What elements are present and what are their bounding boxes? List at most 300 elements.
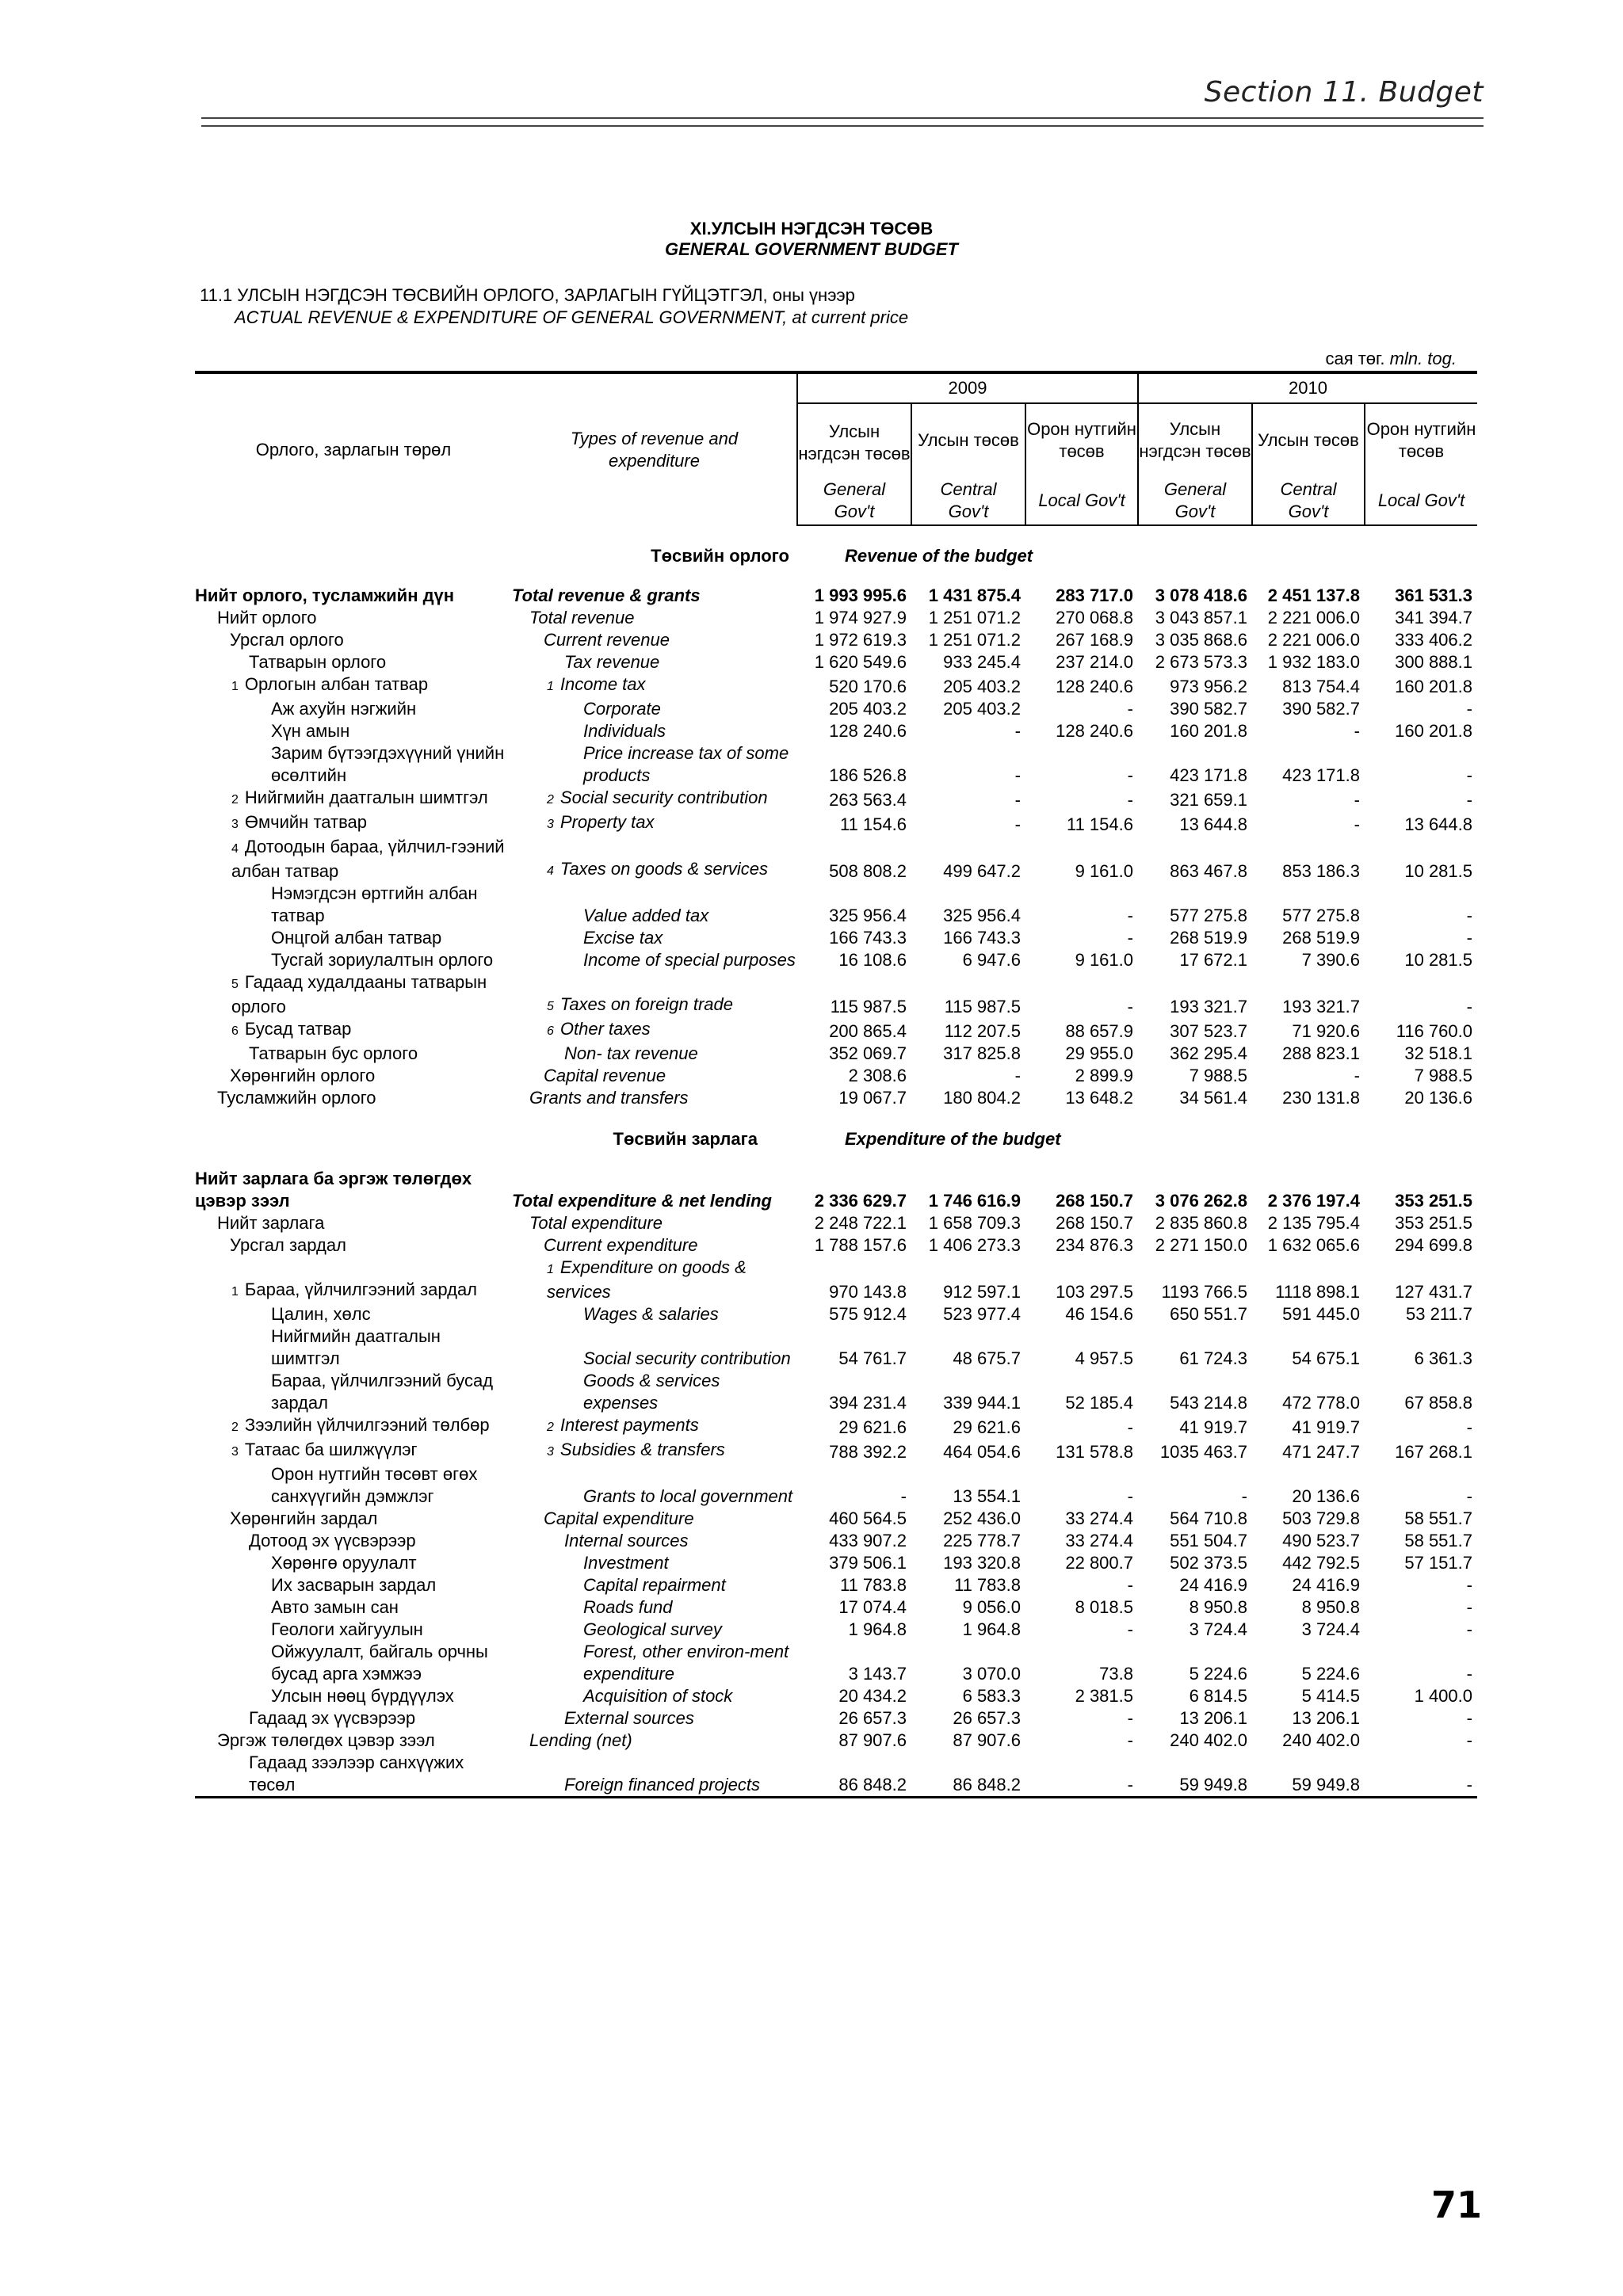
row-label-mn-text: Хөрөнгө оруулалт — [271, 1553, 417, 1573]
cell-value: 6 814.5 — [1189, 1686, 1247, 1706]
cell-value: 11 154.6 — [839, 814, 907, 834]
row-label-en-text: Value added tax — [583, 906, 709, 925]
row-label-mn-text: Татварын бус орлого — [249, 1043, 418, 1063]
table-row — [195, 1087, 1477, 1109]
table-row — [195, 629, 1477, 651]
col-local-mn: Орон нутгийн төсөв — [1365, 403, 1477, 477]
table-row — [195, 1168, 1477, 1212]
cell-value: 502 373.5 — [1170, 1553, 1247, 1573]
cell-value: 41 919.7 — [1292, 1417, 1360, 1437]
cell-value: - — [1127, 1575, 1133, 1595]
cell-value: 166 743.3 — [943, 928, 1021, 948]
row-label-en — [512, 1619, 797, 1641]
page-number: 71 — [1430, 2183, 1482, 2226]
cell-value: 379 506.1 — [829, 1553, 907, 1573]
row-label-mn — [195, 1439, 512, 1463]
row-label-mn-text: Авто замын сан — [271, 1597, 399, 1617]
header-row — [195, 372, 1477, 403]
cell-value: 29 955.0 — [1065, 1043, 1133, 1063]
row-label-en-text: Total expenditure & net lending — [512, 1191, 772, 1211]
col-central-en: Central Gov't — [911, 477, 1025, 525]
row-label-en — [512, 949, 797, 971]
row-label-en — [512, 836, 797, 883]
row-label-en-text: Current expenditure — [544, 1235, 698, 1255]
cell-value: 103 297.5 — [1056, 1282, 1133, 1302]
cell-value: - — [1127, 765, 1133, 785]
cell-value: 87 907.6 — [838, 1730, 907, 1750]
cell-value: 3 143.7 — [848, 1664, 907, 1684]
cell-value: 268 519.9 — [1170, 928, 1247, 948]
section-expenditure-en: Expenditure of the budget — [845, 1129, 1061, 1149]
budget-table — [195, 371, 1477, 1798]
cell-value: 4 957.5 — [1075, 1348, 1133, 1368]
cell-value: 54 761.7 — [838, 1348, 907, 1368]
row-label-en-text: Expenditure on goods & services — [547, 1257, 747, 1302]
cell-value: 127 431.7 — [1395, 1282, 1472, 1302]
cell-value: 2 336 629.7 — [814, 1191, 907, 1211]
row-label-mn — [195, 1574, 512, 1596]
row-label-en — [512, 811, 797, 836]
row-label-mn — [195, 883, 512, 927]
row-label-en-text: Property tax — [559, 812, 655, 832]
row-label-mn-text: Бараа, үйлчилгээний бусад зардал — [271, 1371, 494, 1413]
section-heading — [195, 1109, 1477, 1168]
cell-value: - — [1014, 765, 1021, 785]
row-label-mn-text: Дотоодын бараа, үйлчил-гээний албан татвар — [231, 837, 505, 881]
cell-value: - — [1127, 790, 1133, 810]
cell-value: 1 251 071.2 — [928, 630, 1021, 650]
row-label-en-text: Foreign financed projects — [564, 1775, 761, 1794]
table-row — [195, 1018, 1477, 1043]
row-label-en-text: Lending (net) — [529, 1730, 632, 1750]
row-label-en — [512, 1463, 797, 1508]
row-number: 5 — [547, 1000, 554, 1013]
cell-value: 19 067.7 — [838, 1088, 907, 1108]
row-label-mn-text: Нийт зарлага — [217, 1213, 325, 1233]
row-label-mn-text: Цалин, хөлс — [271, 1304, 371, 1324]
row-label-mn — [195, 1685, 512, 1707]
table-row — [195, 949, 1477, 971]
row-label-mn-text: Өмчийн татвар — [244, 812, 368, 832]
cell-value: 1118 898.1 — [1275, 1282, 1360, 1302]
row-label-en — [512, 787, 797, 811]
cell-value: 58 551.7 — [1404, 1508, 1472, 1528]
cell-value: - — [1127, 699, 1133, 719]
row-label-en — [512, 1552, 797, 1574]
cell-value: 26 657.3 — [838, 1708, 907, 1728]
row-label-en-text: Social security contribution — [583, 1348, 791, 1368]
cell-value: 1 788 157.6 — [814, 1235, 907, 1255]
cell-value: 1 974 927.9 — [814, 608, 907, 627]
year-2010: 2010 — [1138, 372, 1477, 403]
row-label-mn — [195, 1414, 512, 1439]
cell-value: - — [1466, 765, 1472, 785]
cell-value: 1 431 875.4 — [928, 585, 1021, 605]
row-number: 1 — [547, 680, 554, 693]
row-label-mn — [195, 1168, 512, 1212]
row-label-mn-text: Онцгой албан татвар — [271, 928, 442, 948]
cell-value: - — [1466, 928, 1472, 948]
cell-value: 490 523.7 — [1282, 1531, 1360, 1550]
cell-value: 650 551.7 — [1170, 1304, 1247, 1324]
col-central-en: Central Gov't — [1252, 477, 1365, 525]
cell-value: 128 240.6 — [829, 721, 907, 741]
cell-value: 543 214.8 — [1170, 1393, 1247, 1413]
cell-value: 240 402.0 — [1282, 1730, 1360, 1750]
table-row — [195, 1370, 1477, 1414]
cell-value: - — [1466, 1664, 1472, 1684]
row-label-mn-text: Нийт орлого, тусламжийн дүн — [195, 585, 455, 605]
table-row — [195, 927, 1477, 949]
row-label-mn-text: Гадаад худалдааны татварын орлого — [231, 972, 487, 1016]
row-label-en — [512, 1707, 797, 1730]
row-label-en-text: Grants and transfers — [529, 1088, 689, 1108]
cell-value: 268 150.7 — [1056, 1213, 1133, 1233]
cell-value: 116 760.0 — [1396, 1021, 1472, 1041]
cell-value: 240 402.0 — [1170, 1730, 1247, 1750]
cell-value: 5 224.6 — [1301, 1664, 1360, 1684]
row-label-en — [512, 1234, 797, 1257]
table-row — [195, 1325, 1477, 1370]
cell-value: - — [1354, 721, 1360, 741]
row-label-en — [512, 607, 797, 629]
cell-value: 20 136.6 — [1292, 1486, 1360, 1506]
cell-value: 390 582.7 — [1170, 699, 1247, 719]
cell-value: 58 551.7 — [1404, 1531, 1472, 1550]
cell-value: 564 710.8 — [1170, 1508, 1247, 1528]
cell-value: 361 531.3 — [1395, 585, 1472, 605]
row-label-en-text: Income of special purposes — [583, 950, 796, 970]
row-label-en-text: Investment — [583, 1553, 669, 1573]
row-label-mn-text: Тусламжийн орлого — [217, 1088, 376, 1108]
cell-value: 54 675.1 — [1292, 1348, 1360, 1368]
row-label-mn-text: Ойжуулалт, байгаль орчны бусад арга хэмжээ — [271, 1642, 488, 1684]
row-number: 6 — [547, 1024, 554, 1038]
row-number: 2 — [231, 1421, 239, 1434]
row-label-mn — [195, 1325, 512, 1370]
row-label-en-text: Other taxes — [559, 1019, 651, 1039]
cell-value: 13 206.1 — [1179, 1708, 1247, 1728]
row-label-en-text: Total revenue & grants — [512, 585, 701, 605]
cell-value: 970 143.8 — [829, 1282, 907, 1302]
cell-value: 2 135 795.4 — [1267, 1213, 1360, 1233]
row-label-mn — [195, 836, 512, 883]
row-label-mn — [195, 720, 512, 742]
cell-value: - — [1127, 997, 1133, 1016]
table-row — [195, 698, 1477, 720]
cell-value: 13 644.8 — [1404, 814, 1472, 834]
header-rule — [201, 117, 1484, 119]
cell-value: 2 271 150.0 — [1155, 1235, 1247, 1255]
cell-value: 9 161.0 — [1075, 861, 1133, 881]
cell-value: 339 944.1 — [943, 1393, 1021, 1413]
section-heading — [195, 525, 1477, 585]
row-label-en-text: Acquisition of stock — [583, 1686, 733, 1706]
row-label-mn — [195, 949, 512, 971]
row-number: 3 — [231, 1445, 239, 1459]
row-label-en — [512, 1414, 797, 1439]
cell-value: 294 699.8 — [1395, 1235, 1472, 1255]
row-label-en — [512, 1168, 797, 1212]
cell-value: 48 675.7 — [953, 1348, 1021, 1368]
cell-value: 46 154.6 — [1065, 1304, 1133, 1324]
row-label-mn-text: Бараа, үйлчилгээний зардал — [244, 1280, 478, 1299]
cell-value: 7 390.6 — [1301, 950, 1360, 970]
row-label-mn-text: Аж ахуйн нэгжийн — [271, 699, 417, 719]
row-label-mn — [195, 1752, 512, 1798]
col-local-en: Local Gov't — [1365, 477, 1477, 525]
expenditure-section — [195, 1109, 1477, 1798]
cell-value: 160 201.8 — [1395, 677, 1472, 696]
cell-value: 1 658 709.3 — [928, 1213, 1021, 1233]
table-row — [195, 1530, 1477, 1552]
row-label-en-text: Tax revenue — [564, 652, 660, 672]
cell-value: 6 947.6 — [962, 950, 1021, 970]
header-rule — [201, 125, 1484, 127]
cell-value: 2 451 137.8 — [1267, 585, 1360, 605]
col-general-en: General Gov't — [797, 477, 911, 525]
row-label-mn — [195, 585, 512, 607]
cell-value: 863 467.8 — [1170, 861, 1247, 881]
row-label-mn-text: Татаас ба шилжүүлэг — [244, 1440, 418, 1459]
cell-value: 353 251.5 — [1395, 1213, 1472, 1233]
row-number: 5 — [231, 978, 239, 991]
cell-value: 1035 463.7 — [1159, 1442, 1247, 1462]
cell-value: 205 403.2 — [943, 699, 1021, 719]
cell-value: - — [1014, 814, 1021, 834]
table-row — [195, 1752, 1477, 1798]
cell-value: 2 221 006.0 — [1267, 630, 1360, 650]
cell-value: 11 783.8 — [839, 1575, 907, 1595]
row-label-en — [512, 1018, 797, 1043]
row-label-mn — [195, 1730, 512, 1752]
row-label-en-text: Goods & services expenses — [583, 1371, 720, 1413]
cell-value: 13 644.8 — [1179, 814, 1247, 834]
cell-value: 17 074.4 — [838, 1597, 907, 1617]
cell-value: 9 056.0 — [962, 1597, 1021, 1617]
cell-value: 200 865.4 — [829, 1021, 907, 1041]
row-label-mn-text: Эргэж төлөгдөх цэвэр зээл — [217, 1730, 435, 1750]
row-label-en — [512, 1303, 797, 1325]
table-row — [195, 1730, 1477, 1752]
cell-value: - — [1354, 790, 1360, 810]
cell-value: 503 729.8 — [1282, 1508, 1360, 1528]
cell-value: 263 563.4 — [829, 790, 907, 810]
cell-value: 59 949.8 — [1138, 1752, 1252, 1798]
row-label-mn-text: Хөрөнгийн зардал — [230, 1508, 378, 1528]
table-row — [195, 1439, 1477, 1463]
cell-value: - — [1354, 1066, 1360, 1085]
cell-value: 2 308.6 — [848, 1066, 907, 1085]
cell-value: - — [900, 1486, 907, 1506]
cell-value: 53 211.7 — [1405, 1304, 1472, 1324]
cell-value: 2 381.5 — [1075, 1686, 1133, 1706]
section-revenue-mn: Төсвийн орлого — [651, 546, 789, 566]
cell-value: 167 268.1 — [1395, 1442, 1472, 1462]
cell-value: 24 416.9 — [1179, 1575, 1247, 1595]
row-label-en — [512, 651, 797, 673]
row-label-mn-text: Бусад татвар — [244, 1019, 352, 1039]
cell-value: 5 224.6 — [1189, 1664, 1247, 1684]
cell-value: - — [1466, 1730, 1472, 1750]
cell-value: 8 018.5 — [1075, 1597, 1133, 1617]
cell-value: 225 778.7 — [943, 1531, 1021, 1550]
row-label-en-text: Capital revenue — [544, 1066, 666, 1085]
cell-value: 933 245.4 — [943, 652, 1021, 672]
row-label-mn-text: Тусгай зориулалтын орлого — [271, 950, 494, 970]
cell-value: 1 406 273.3 — [928, 1235, 1021, 1255]
cell-value: - — [1127, 1619, 1133, 1639]
row-label-en — [512, 1530, 797, 1552]
row-label-mn — [195, 673, 512, 698]
cell-value: 7 988.5 — [1189, 1066, 1247, 1085]
cell-value: - — [1466, 1417, 1472, 1437]
cell-value: - — [1466, 1575, 1472, 1595]
table-row — [195, 1234, 1477, 1257]
cell-value: 252 436.0 — [943, 1508, 1021, 1528]
cell-value: 11 783.8 — [953, 1575, 1021, 1595]
row-label-mn — [195, 1065, 512, 1087]
row-label-en-text: Excise tax — [583, 928, 663, 948]
row-label-en — [512, 698, 797, 720]
row-label-en-text: Capital repairment — [583, 1575, 726, 1595]
cell-value: 71 920.6 — [1292, 1021, 1360, 1041]
row-number: 2 — [547, 793, 554, 807]
cell-value: 112 207.5 — [944, 1021, 1021, 1041]
cell-value: 499 647.2 — [943, 861, 1021, 881]
table-title-mn: 11.1 УЛСЫН НЭГДСЭН ТӨСВИЙН ОРЛОГО, ЗАРЛАГЫН ГҮЙЦЭТГЭЛ, оны үнээр — [200, 285, 855, 305]
col-label-en: Types of revenue and expenditure — [512, 372, 797, 525]
cell-value: 1 746 616.9 — [928, 1191, 1021, 1211]
cell-value: 193 320.8 — [943, 1553, 1021, 1573]
row-label-en-text: Forest, other environ-ment expenditure — [583, 1642, 789, 1684]
cell-value: 423 171.8 — [1170, 765, 1247, 785]
row-label-mn-text: Зээлийн үйлчилгээний төлбөр — [244, 1415, 490, 1435]
cell-value: 32 518.1 — [1404, 1043, 1472, 1063]
row-label-mn — [195, 1234, 512, 1257]
table-row — [195, 1303, 1477, 1325]
row-label-mn-text: Нийгмийн даатгалын шимтгэл — [244, 788, 488, 807]
row-label-en — [512, 1730, 797, 1752]
cell-value: 1 632 065.6 — [1267, 1235, 1360, 1255]
cell-value: 41 919.7 — [1179, 1417, 1247, 1437]
cell-value: 7 988.5 — [1414, 1066, 1472, 1085]
row-label-mn — [195, 1707, 512, 1730]
row-label-en-text: Taxes on goods & services — [559, 859, 769, 879]
row-label-en — [512, 1752, 797, 1798]
cell-value: 13 648.2 — [1065, 1088, 1133, 1108]
cell-value: 321 659.1 — [1170, 790, 1247, 810]
cell-value: 88 657.9 — [1065, 1021, 1133, 1041]
cell-value: 29 621.6 — [838, 1417, 907, 1437]
cell-value: 29 621.6 — [953, 1417, 1021, 1437]
cell-value: 13 554.1 — [953, 1486, 1021, 1506]
row-label-en — [512, 1439, 797, 1463]
cell-value: 471 247.7 — [1282, 1442, 1360, 1462]
table-row — [195, 1043, 1477, 1065]
table-row — [195, 811, 1477, 836]
cell-value: 115 987.5 — [944, 997, 1021, 1016]
cell-value: 34 561.4 — [1179, 1088, 1247, 1108]
table-row — [195, 673, 1477, 698]
row-label-mn — [195, 811, 512, 836]
cell-value: - — [1466, 997, 1472, 1016]
row-label-mn-text: Хөрөнгийн орлого — [230, 1066, 376, 1085]
cell-value: 464 054.6 — [943, 1442, 1021, 1462]
cell-value: 11 154.6 — [1066, 814, 1133, 834]
row-label-en-text: Non- tax revenue — [564, 1043, 698, 1063]
row-label-mn — [195, 1370, 512, 1414]
cell-value: 3 070.0 — [962, 1664, 1021, 1684]
row-label-en — [512, 1641, 797, 1685]
row-label-en — [512, 1685, 797, 1707]
row-number: 3 — [547, 818, 554, 831]
cell-value: 234 876.3 — [1056, 1235, 1133, 1255]
cell-value: 307 523.7 — [1170, 1021, 1247, 1041]
row-label-mn-text: Зарим бүтээгдэхүүний үнийн өсөлтийн — [271, 743, 505, 785]
cell-value: - — [1354, 814, 1360, 834]
cell-value: 973 956.2 — [1170, 677, 1247, 696]
table-row — [195, 1414, 1477, 1439]
cell-value: 268 519.9 — [1282, 928, 1360, 948]
col-central-mn: Улсын төсөв — [911, 403, 1025, 477]
row-label-mn-text: Нэмэгдсэн өртгийн албан татвар — [271, 883, 478, 925]
row-label-en — [512, 1257, 797, 1303]
cell-value: 10 281.5 — [1404, 861, 1472, 881]
row-number: 4 — [547, 864, 554, 878]
row-label-mn-text: Геологи хайгуулын — [271, 1619, 423, 1639]
table-row — [195, 1463, 1477, 1508]
row-label-mn-text: Гадаад зээлээр санхүүжих төсөл — [249, 1753, 464, 1794]
row-label-mn — [195, 1212, 512, 1234]
row-label-mn-text: Нийгмийн даатгалын шимтгэл — [271, 1326, 441, 1368]
cell-value: 267 168.9 — [1056, 630, 1133, 650]
row-number: 2 — [547, 1421, 554, 1434]
table-row — [195, 1685, 1477, 1707]
table-row — [195, 720, 1477, 742]
row-label-en — [512, 1574, 797, 1596]
cell-value: 205 403.2 — [943, 677, 1021, 696]
row-label-en — [512, 1596, 797, 1619]
cell-value: 8 950.8 — [1301, 1597, 1360, 1617]
row-label-mn — [195, 1530, 512, 1552]
row-number: 6 — [231, 1024, 239, 1038]
cell-value: 3 076 262.8 — [1155, 1191, 1247, 1211]
table-row — [195, 1212, 1477, 1234]
cell-value: 1 620 549.6 — [814, 652, 907, 672]
cell-value: 6 361.3 — [1414, 1348, 1472, 1368]
cell-value: 912 597.1 — [943, 1282, 1021, 1302]
cell-value: 193 321.7 — [1170, 997, 1247, 1016]
row-label-en-text: Corporate — [583, 699, 661, 719]
cell-value: 3 724.4 — [1301, 1619, 1360, 1639]
row-label-en-text: Social security contribution — [559, 788, 768, 807]
table-row — [195, 883, 1477, 927]
cell-value: 508 808.2 — [829, 861, 907, 881]
cell-value: - — [1014, 1066, 1021, 1085]
row-label-mn — [195, 1596, 512, 1619]
cell-value: 2 221 006.0 — [1267, 608, 1360, 627]
cell-value: 166 743.3 — [829, 928, 907, 948]
row-label-mn-text: Урсгал зардал — [230, 1235, 346, 1255]
row-label-en — [512, 585, 797, 607]
cell-value: 128 240.6 — [1056, 677, 1133, 696]
row-number: 1 — [547, 1263, 554, 1276]
row-label-mn — [195, 927, 512, 949]
cell-value: 390 582.7 — [1282, 699, 1360, 719]
cell-value: - — [1025, 1752, 1138, 1798]
cell-value: 2 376 197.4 — [1267, 1191, 1360, 1211]
